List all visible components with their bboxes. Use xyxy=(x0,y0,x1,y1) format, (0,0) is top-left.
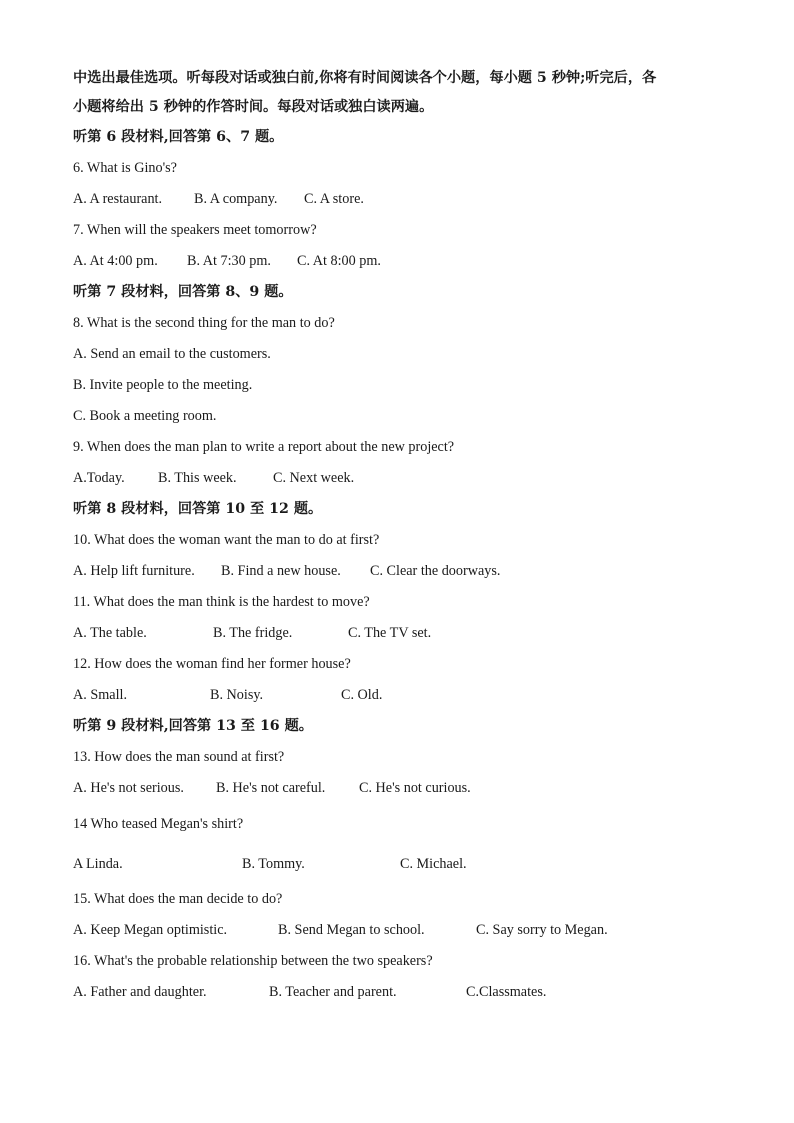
question-14-option-c: C. Michael. xyxy=(400,856,467,872)
question-7-option-a: A. At 4:00 pm. xyxy=(73,253,158,269)
question-8-option-b: B. Invite people to the meeting. xyxy=(73,377,253,393)
question-8-option-a: A. Send an email to the customers. xyxy=(73,346,271,362)
question-15-option-c: C. Say sorry to Megan. xyxy=(476,922,608,938)
question-9-option-a: A.Today. xyxy=(73,470,125,486)
question-11-options xyxy=(73,618,733,649)
exam-content xyxy=(73,64,733,1008)
question-10-option-c: C. Clear the doorways. xyxy=(370,563,501,579)
question-13-option-c: C. He's not curious. xyxy=(359,780,471,796)
question-13-option-a: A. He's not serious. xyxy=(73,780,184,796)
question-9-stem: 9. When does the man plan to write a report about the new project? xyxy=(73,439,455,455)
question-12-options xyxy=(73,680,733,711)
question-7-option-b: B. At 7:30 pm. xyxy=(187,253,271,269)
question-10-options xyxy=(73,556,733,587)
question-16-option-a: A. Father and daughter. xyxy=(73,984,207,1000)
question-15-stem: 15. What does the man decide to do? xyxy=(73,891,283,907)
question-9-option-c: C. Next week. xyxy=(273,470,355,486)
question-16-stem: 16. What's the probable relationship between the two speakers? xyxy=(73,953,433,969)
question-15-options xyxy=(73,915,733,946)
question-16-option-b: B. Teacher and parent. xyxy=(269,984,397,1000)
section-heading-9: 听第 9 段材料,回答第 13 至 16 题。 xyxy=(73,718,313,734)
question-16-options xyxy=(73,977,733,1008)
question-16-option-c: C.Classmates. xyxy=(466,984,547,1000)
question-10-option-a: A. Help lift furniture. xyxy=(73,563,195,579)
question-6-stem: 6. What is Gino's? xyxy=(73,160,177,176)
question-11-option-a: A. The table. xyxy=(73,625,147,641)
instructions xyxy=(73,64,733,122)
question-7-stem: 7. When will the speakers meet tomorrow? xyxy=(73,222,317,238)
question-11-option-b: B. The fridge. xyxy=(213,625,293,641)
question-9-options xyxy=(73,463,733,494)
question-13-options xyxy=(73,773,733,804)
question-11-option-c: C. The TV set. xyxy=(348,625,432,641)
question-15-option-a: A. Keep Megan optimistic. xyxy=(73,922,228,938)
question-6-option-b: B. A company. xyxy=(194,191,278,207)
instructions-line-2: 小题将给出 5 秒钟的作答时间。每段对话或独白读两遍。 xyxy=(73,99,434,115)
question-14-options xyxy=(73,844,733,884)
question-15-option-b: B. Send Megan to school. xyxy=(278,922,425,938)
section-heading-8: 听第 8 段材料，回答第 10 至 12 题。 xyxy=(73,501,323,517)
question-8-option-c: C. Book a meeting room. xyxy=(73,408,217,424)
instructions-line-1: 中选出最佳选项。听每段对话或独白前,你将有时间阅读各个小题，每小题 5 秒钟;听完后，各 xyxy=(73,70,657,86)
question-13-stem: 13. How does the man sound at first? xyxy=(73,749,285,765)
question-6-option-c: C. A store. xyxy=(304,191,364,207)
question-10-option-b: B. Find a new house. xyxy=(221,563,341,579)
question-8-stem: 8. What is the second thing for the man to do? xyxy=(73,315,335,331)
question-12-option-b: B. Noisy. xyxy=(210,687,264,703)
question-13-option-b: B. He's not careful. xyxy=(216,780,326,796)
question-12-stem: 12. How does the woman find her former house? xyxy=(73,656,351,672)
question-9-option-b: B. This week. xyxy=(158,470,237,486)
question-7-options xyxy=(73,246,733,277)
section-heading-6: 听第 6 段材料,回答第 6、7 题。 xyxy=(73,129,284,145)
question-14-stem: 14 Who teased Megan's shirt? xyxy=(73,816,244,832)
question-14-option-b: B. Tommy. xyxy=(242,856,305,872)
question-10-stem: 10. What does the woman want the man to do at first? xyxy=(73,532,380,548)
question-12-option-c: C. Old. xyxy=(341,687,383,703)
question-12-option-a: A. Small. xyxy=(73,687,127,703)
question-11-stem: 11. What does the man think is the hardest to move? xyxy=(73,594,370,610)
question-7-option-c: C. At 8:00 pm. xyxy=(297,253,381,269)
question-6-option-a: A. A restaurant. xyxy=(73,191,163,207)
question-6-options xyxy=(73,184,733,215)
question-14-option-a: A Linda. xyxy=(73,856,123,872)
section-heading-7: 听第 7 段材料，回答第 8、9 题。 xyxy=(73,284,293,300)
